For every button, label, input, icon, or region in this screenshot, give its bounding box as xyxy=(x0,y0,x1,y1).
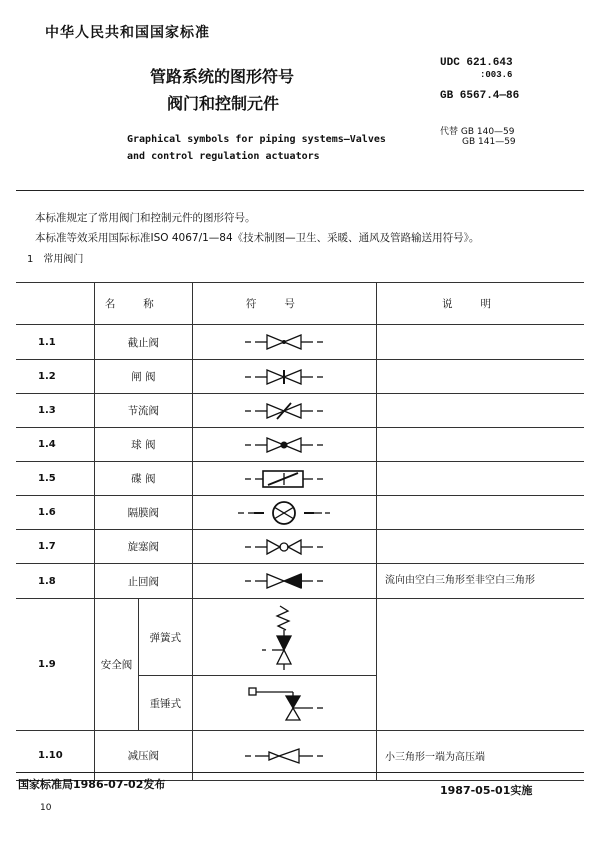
weighted-safety-valve-symbol xyxy=(192,676,376,731)
row-note xyxy=(377,360,584,394)
table-header-row xyxy=(16,283,584,325)
header-note: 说明 xyxy=(377,283,584,325)
table-row xyxy=(16,530,584,564)
section-heading xyxy=(27,250,83,265)
row-note xyxy=(377,599,584,731)
row-note: 小三角形一端为高压端 xyxy=(377,731,584,781)
gb-number: GB 6567.4—86 xyxy=(440,90,520,102)
table-row xyxy=(16,360,584,394)
row-note xyxy=(377,496,584,530)
row-number: 1.8 xyxy=(16,564,94,599)
table-row xyxy=(16,599,584,676)
org-title: 中华人民共和国国家标准 xyxy=(45,25,210,41)
table-row xyxy=(16,564,584,599)
table-row xyxy=(16,394,584,428)
row-note xyxy=(377,325,584,360)
pressure-reducing-valve-symbol xyxy=(192,731,376,781)
table-row xyxy=(16,731,584,781)
header-name: 名称 xyxy=(94,283,192,325)
row-name: 截止阀 xyxy=(94,325,192,360)
row-note: 流向由空白三角形至非空白三角形 xyxy=(377,564,584,599)
globe-valve-symbol xyxy=(192,325,376,360)
udc-code-continued: :003.6 xyxy=(480,70,513,80)
replaces-standard-1: 代替 GB 140—59 xyxy=(440,127,515,137)
butterfly-valve-symbol xyxy=(192,462,376,496)
row-name: 旋塞阀 xyxy=(94,530,192,564)
intro-line-1: 本标准规定了常用阀门和控制元件的图形符号。 xyxy=(35,212,256,224)
section-title: 常用阀门 xyxy=(43,254,84,265)
footer-divider xyxy=(16,772,584,773)
row-name: 减压阀 xyxy=(94,731,192,781)
check-valve-symbol xyxy=(192,564,376,599)
title-en-line2: and control regulation actuators xyxy=(127,151,320,162)
row-number: 1.3 xyxy=(16,394,94,428)
header-divider xyxy=(16,190,584,191)
plug-valve-symbol xyxy=(192,530,376,564)
replaces-standard-2: GB 141—59 xyxy=(462,137,516,147)
row-subname: 重锤式 xyxy=(139,676,193,731)
page-number: 10 xyxy=(40,803,52,813)
valve-symbol-table xyxy=(16,282,584,781)
row-number: 1.5 xyxy=(16,462,94,496)
intro-line-2: 本标准等效采用国际标准ISO 4067/1—84《技术制图—卫生、采暖、通风及管路输送用符号》。 xyxy=(35,232,480,244)
row-name: 碟 阀 xyxy=(94,462,192,496)
table-row xyxy=(16,462,584,496)
row-name: 闸 阀 xyxy=(94,360,192,394)
row-name: 止回阀 xyxy=(94,564,192,599)
row-name: 安全阀 xyxy=(94,599,138,731)
row-name: 节流阀 xyxy=(94,394,192,428)
issue-date: 国家标准局1986-07-02发布 xyxy=(18,778,166,791)
section-number: 1 xyxy=(27,254,34,265)
row-number: 1.1 xyxy=(16,325,94,360)
table-row xyxy=(16,428,584,462)
row-number: 1.4 xyxy=(16,428,94,462)
title-cn-line2: 阀门和控制元件 xyxy=(167,94,280,113)
row-note xyxy=(377,462,584,496)
row-note xyxy=(377,530,584,564)
effective-date: 1987-05-01实施 xyxy=(440,784,533,797)
header-symbol: 符号 xyxy=(192,283,376,325)
row-name: 隔膜阀 xyxy=(94,496,192,530)
title-en-line1: Graphical symbols for piping systems—Valves xyxy=(127,134,386,145)
ball-valve-symbol xyxy=(192,428,376,462)
table-row xyxy=(16,325,584,360)
row-note xyxy=(377,394,584,428)
row-subname: 弹簧式 xyxy=(139,599,193,676)
throttle-valve-symbol xyxy=(192,394,376,428)
row-number: 1.9 xyxy=(16,599,94,731)
row-number: 1.7 xyxy=(16,530,94,564)
gate-valve-symbol xyxy=(192,360,376,394)
diaphragm-valve-symbol xyxy=(192,496,376,530)
spring-safety-valve-symbol xyxy=(192,599,376,676)
row-number: 1.10 xyxy=(16,731,94,781)
table-row xyxy=(16,496,584,530)
row-name: 球 阀 xyxy=(94,428,192,462)
title-cn-line1: 管路系统的图形符号 xyxy=(150,67,295,86)
row-number: 1.2 xyxy=(16,360,94,394)
row-note xyxy=(377,428,584,462)
udc-code: UDC 621.643 xyxy=(440,57,513,69)
row-number: 1.6 xyxy=(16,496,94,530)
